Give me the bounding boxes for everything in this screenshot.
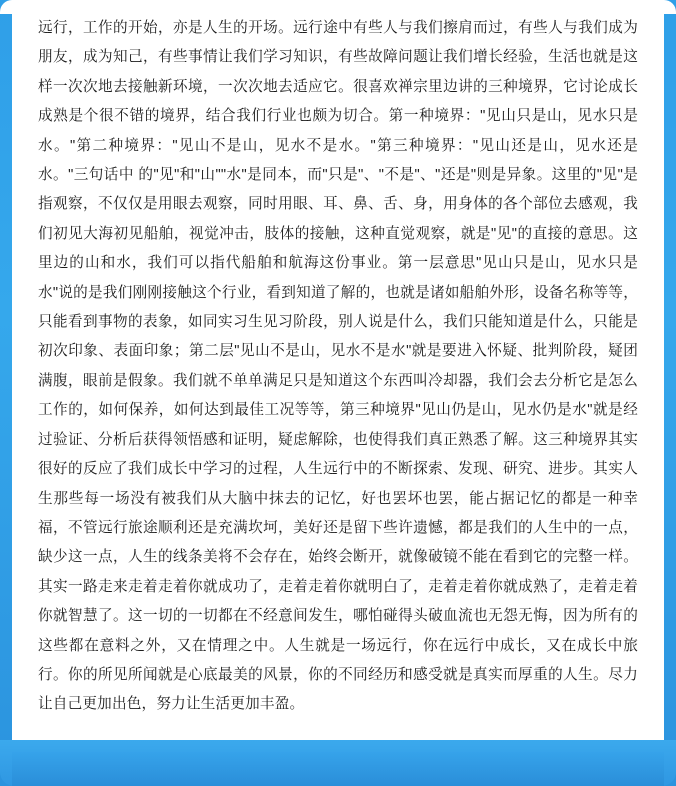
bottom-decorative-bar <box>0 740 676 786</box>
left-accent-rail <box>0 0 12 786</box>
document-body-text: 远行，工作的开始，亦是人生的开场。远行途中有些人与我们擦肩而过，有些人与我们成为朋友，成为知己，有些事情让我们学习知识，有些故障问题让我们增长经验，生活也就是这样一次次地去接触新环境，一次次地去适应它。很喜欢禅宗里边讲的三种境界，它讨论成长成熟是个很不错的境界，结合我们行业也颇为切合。第一种境界："见山只是山，见水只是水。"第二种境界："见山不是山，见水不是水。"第三种境界："见山还是山，见水还是水。"三句话中 的"见"和"山""水"是同本，而"只是"、"不是"、"还是"则是异象。这里的"见"是指观察，不仅仅是用眼去观察，同时用眼、耳、鼻、舌、身，用身体的各个部位去感观，我们初见大海初见船舶，视觉冲击，肢体的接触，这种直觉观察，就是"见"的直接的意思。这里边的山和水，我们可以指代船舶和航海这份事业。第一层意思"见山只是山，见水只是水"说的是我们刚刚接触这个行业，看到知道了解的，也就是诸如船舶外形，设备名称等等，只能看到事物的表象，如同实习生见习阶段，别人说是什么，我们只能知道是什么，只能是初次印象、表面印象；第二层"见山不是山，见水不是水"就是要进入怀疑、批判阶段，疑团满腹，眼前是假象。我们就不单单满足只是知道这个东西叫冷却器，我们会去分析它是怎么工作的，如何保养，如何达到最佳工况等等，第三种境界"见山仍是山，见水仍是水"就是经过验证、分析后获得领悟感和证明，疑虑解除，也使得我们真正熟悉了解。这三种境界其实很好的反应了我们成长中学习的过程，人生远行中的不断探索、发现、研究、进步。其实人生那些每一场没有被我们从大脑中抹去的记忆，好也罢坏也罢，能占据记忆的都是一种幸福，不管远行旅途顺利还是充满坎坷，美好还是留下些许遗憾，都是我们的人生中的一点，缺少这一点，人生的线条美将不会存在，始终会断开，就像破镜不能在看到它的完整一样。其实一路走来走着走着你就成功了，走着走着你就明白了，走着走着你就成熟了，走着走着你就智慧了。这一切的一切都在不经意间发生，哪怕碰得头破血流也无怨无悔，因为所有的这些都在意料之外，又在情理之中。人生就是一场远行，你在远行中成长，又在成长中旅行。你的所见所闻就是心底最美的风景，你的不同经历和感受就是真实而厚重的人生。尽力让自己更加出色，努力让生活更加丰盈。 <box>38 20 638 713</box>
right-accent-rail <box>664 0 676 786</box>
bottom-bar-inner <box>12 752 664 786</box>
document-content-area <box>12 0 664 740</box>
